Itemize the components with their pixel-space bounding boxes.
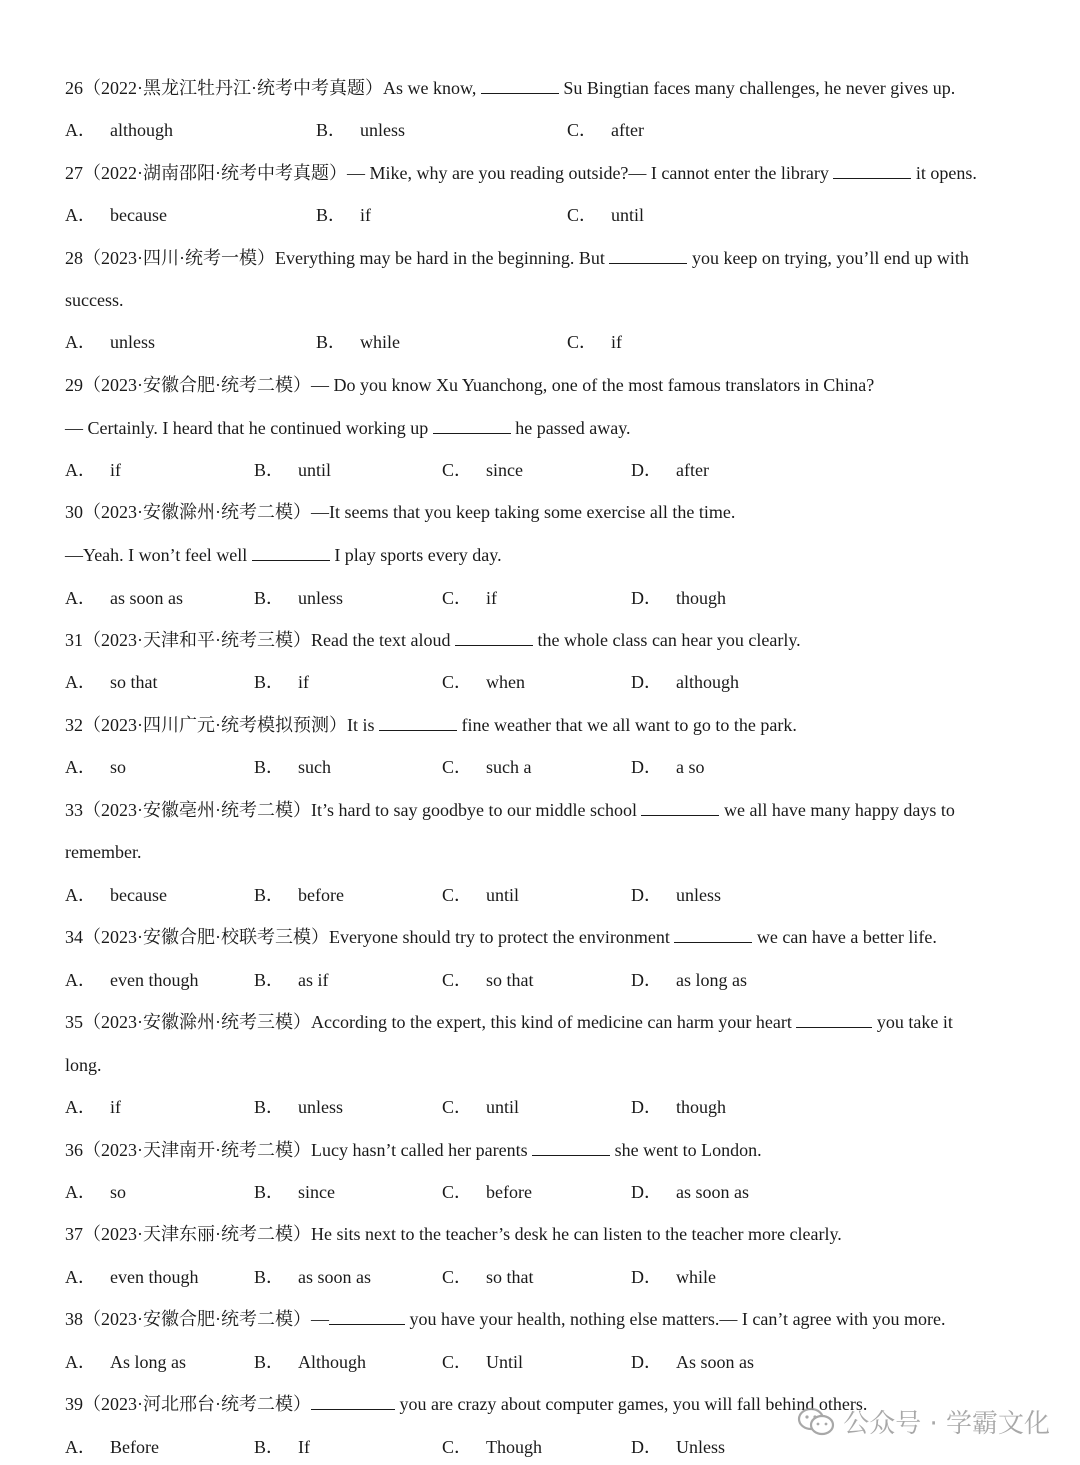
question-number: 32 bbox=[65, 715, 83, 735]
option-letter: B． bbox=[254, 1267, 285, 1287]
question-38 bbox=[65, 1307, 1020, 1331]
option-letter: B． bbox=[254, 588, 285, 608]
question-text: long. bbox=[65, 1055, 102, 1075]
option-text: if bbox=[298, 672, 310, 692]
option-letter: A． bbox=[65, 1097, 96, 1117]
option-letter: D． bbox=[631, 885, 662, 905]
option-b[interactable] bbox=[254, 670, 309, 694]
option-letter: B． bbox=[254, 1352, 285, 1372]
question-text: she went to London. bbox=[610, 1140, 762, 1160]
question-number: 33 bbox=[65, 800, 83, 820]
option-text: unless bbox=[360, 120, 406, 140]
option-text: as soon as bbox=[298, 1267, 372, 1287]
question-number: 35 bbox=[65, 1012, 83, 1032]
question-number: 39 bbox=[65, 1394, 83, 1414]
option-text: until bbox=[298, 460, 332, 480]
option-d[interactable] bbox=[631, 586, 726, 610]
option-a[interactable] bbox=[65, 968, 198, 992]
question-26 bbox=[65, 76, 1020, 100]
option-b[interactable] bbox=[254, 755, 331, 779]
option-b[interactable] bbox=[254, 968, 329, 992]
option-letter: C． bbox=[567, 120, 598, 140]
answer-blank bbox=[796, 1011, 872, 1028]
option-text: Until bbox=[486, 1352, 524, 1372]
option-text: since bbox=[298, 1182, 335, 1202]
option-letter: D． bbox=[631, 1182, 662, 1202]
option-letter: B． bbox=[254, 1437, 285, 1457]
option-text: if bbox=[110, 460, 121, 480]
option-letter: A． bbox=[65, 757, 96, 777]
option-letter: C． bbox=[442, 1352, 473, 1372]
question-text: Lucy hasn’t called her parents bbox=[311, 1140, 533, 1160]
option-text: unless bbox=[110, 332, 155, 352]
option-a[interactable] bbox=[65, 203, 167, 227]
option-text: a so bbox=[676, 757, 705, 777]
option-letter: C． bbox=[442, 757, 473, 777]
option-text: Before bbox=[110, 1437, 159, 1457]
option-letter: A． bbox=[65, 1437, 96, 1457]
option-text: before bbox=[486, 1182, 532, 1202]
option-text: after bbox=[676, 460, 709, 480]
option-d[interactable] bbox=[631, 1435, 725, 1459]
option-c[interactable] bbox=[442, 1095, 519, 1119]
option-b[interactable] bbox=[254, 1435, 310, 1459]
question-28-continued bbox=[65, 288, 1020, 312]
question-37 bbox=[65, 1222, 1020, 1246]
question-text: — Certainly. I heard that he continued working up bbox=[65, 418, 433, 438]
question-text: we all have many happy days to bbox=[719, 800, 955, 820]
option-b[interactable] bbox=[254, 586, 343, 610]
option-letter: B． bbox=[254, 970, 285, 990]
option-text: such bbox=[298, 757, 332, 777]
option-text: as soon as bbox=[110, 588, 183, 608]
question-text: success. bbox=[65, 290, 124, 310]
option-letter: B． bbox=[254, 1097, 285, 1117]
answer-blank bbox=[481, 77, 559, 94]
option-c[interactable] bbox=[442, 883, 519, 907]
answer-blank bbox=[532, 1139, 610, 1156]
option-letter: C． bbox=[567, 332, 598, 352]
option-text: so that bbox=[486, 1267, 534, 1287]
option-a[interactable] bbox=[65, 670, 158, 694]
question-source: （2022·湖南邵阳·统考中考真题） bbox=[83, 163, 347, 183]
option-text: as soon as bbox=[676, 1182, 749, 1202]
option-letter: A． bbox=[65, 970, 96, 990]
option-c[interactable] bbox=[442, 968, 534, 992]
option-text: unless bbox=[298, 1097, 344, 1117]
option-letter: C． bbox=[567, 205, 598, 225]
option-letter: A． bbox=[65, 120, 96, 140]
option-d[interactable] bbox=[631, 458, 709, 482]
option-c[interactable] bbox=[442, 1265, 534, 1289]
option-d[interactable] bbox=[631, 968, 747, 992]
question-source: （2023·安徽合肥·校联考三模） bbox=[83, 927, 329, 947]
option-letter: D． bbox=[631, 1267, 662, 1287]
option-c[interactable] bbox=[567, 203, 644, 227]
option-b[interactable] bbox=[254, 1350, 366, 1374]
option-text: unless bbox=[676, 885, 721, 905]
option-letter: A． bbox=[65, 460, 96, 480]
answer-blank bbox=[379, 714, 457, 731]
answer-blank bbox=[833, 162, 911, 179]
option-letter: C． bbox=[442, 970, 473, 990]
option-text: until bbox=[611, 205, 645, 225]
question-source: （2023·四川广元·统考模拟预测） bbox=[83, 715, 347, 735]
option-text: as long as bbox=[676, 970, 747, 990]
question-29 bbox=[65, 373, 1020, 397]
question-33 bbox=[65, 798, 1020, 822]
option-letter: D． bbox=[631, 672, 662, 692]
option-text: because bbox=[110, 205, 167, 225]
question-text: — Mike, why are you reading outside?— I cannot enter the library bbox=[347, 163, 834, 183]
answer-blank bbox=[433, 417, 511, 434]
option-c[interactable] bbox=[567, 118, 644, 142]
question-number: 29 bbox=[65, 375, 83, 395]
question-source: （2023·安徽亳州·统考二模） bbox=[83, 800, 311, 820]
option-b[interactable] bbox=[254, 1180, 335, 1204]
question-text: you have your health, nothing else matters.— I can’t agree with you more. bbox=[405, 1309, 946, 1329]
option-a[interactable] bbox=[65, 1095, 121, 1119]
question-source: （2023·四川·统考一模） bbox=[83, 248, 275, 268]
option-d[interactable] bbox=[631, 1180, 749, 1204]
watermark bbox=[797, 1403, 1050, 1440]
question-31 bbox=[65, 628, 1020, 652]
answer-blank bbox=[641, 799, 719, 816]
option-a[interactable] bbox=[65, 755, 126, 779]
option-letter: B． bbox=[254, 885, 285, 905]
answer-blank bbox=[609, 247, 687, 264]
question-text: I play sports every day. bbox=[329, 545, 502, 565]
option-d[interactable] bbox=[631, 1265, 716, 1289]
question-text: you keep on trying, you’ll end up with bbox=[687, 248, 969, 268]
option-text: as if bbox=[298, 970, 329, 990]
option-a[interactable] bbox=[65, 1350, 186, 1374]
question-number: 26 bbox=[65, 78, 83, 98]
option-text: such a bbox=[486, 757, 532, 777]
option-text: so bbox=[110, 1182, 127, 1202]
option-a[interactable] bbox=[65, 330, 155, 354]
question-text: — bbox=[311, 1309, 329, 1329]
question-source: （2023·安徽合肥·统考二模） bbox=[83, 375, 311, 395]
option-text: If bbox=[298, 1437, 311, 1457]
option-text: when bbox=[486, 672, 526, 692]
option-letter: A． bbox=[65, 1352, 96, 1372]
question-number: 37 bbox=[65, 1224, 83, 1244]
question-text: He sits next to the teacher’s desk he can listen to the teacher more clearly. bbox=[311, 1224, 842, 1244]
option-b[interactable] bbox=[254, 1095, 343, 1119]
question-33-continued bbox=[65, 840, 1020, 864]
option-b[interactable] bbox=[316, 203, 371, 227]
option-text: after bbox=[611, 120, 644, 140]
question-text: you are crazy about computer games, you will fall behind others. bbox=[395, 1394, 868, 1414]
question-29-continued bbox=[65, 416, 1020, 440]
question-text: Everyone should try to protect the environment bbox=[329, 927, 675, 947]
question-text: Everything may be hard in the beginning. But bbox=[275, 248, 610, 268]
option-text: while bbox=[360, 332, 401, 352]
question-number: 30 bbox=[65, 502, 83, 522]
option-letter: C． bbox=[442, 672, 473, 692]
option-d[interactable] bbox=[631, 1095, 726, 1119]
option-letter: D． bbox=[631, 1352, 662, 1372]
option-text: although bbox=[110, 120, 173, 140]
option-letter: A． bbox=[65, 332, 96, 352]
question-text: the whole class can hear you clearly. bbox=[532, 630, 801, 650]
option-d[interactable] bbox=[631, 1350, 754, 1374]
option-letter: C． bbox=[442, 1182, 473, 1202]
option-c[interactable] bbox=[442, 1350, 523, 1374]
question-number: 36 bbox=[65, 1140, 83, 1160]
option-a[interactable] bbox=[65, 458, 121, 482]
answer-blank bbox=[329, 1308, 405, 1325]
option-text: before bbox=[298, 885, 344, 905]
question-source: （2023·天津东丽·统考二模） bbox=[83, 1224, 311, 1244]
question-number: 38 bbox=[65, 1309, 83, 1329]
option-text: until bbox=[486, 1097, 520, 1117]
question-text: According to the expert, this kind of medicine can harm your heart bbox=[311, 1012, 797, 1032]
option-text: so that bbox=[110, 672, 158, 692]
option-text: if bbox=[486, 588, 498, 608]
wechat-icon bbox=[797, 1406, 835, 1438]
option-text: if bbox=[611, 332, 623, 352]
option-a[interactable] bbox=[65, 1435, 159, 1459]
question-source: （2023·天津和平·统考三模） bbox=[83, 630, 311, 650]
option-c[interactable] bbox=[442, 1180, 532, 1204]
option-letter: D． bbox=[631, 588, 662, 608]
option-letter: A． bbox=[65, 588, 96, 608]
option-letter: B． bbox=[254, 460, 285, 480]
option-c[interactable] bbox=[442, 586, 497, 610]
option-letter: C． bbox=[442, 588, 473, 608]
option-letter: B． bbox=[254, 672, 285, 692]
option-letter: A． bbox=[65, 1267, 96, 1287]
option-text: since bbox=[486, 460, 523, 480]
option-c[interactable] bbox=[442, 458, 523, 482]
option-letter: C． bbox=[442, 1437, 473, 1457]
option-a[interactable] bbox=[65, 883, 167, 907]
option-b[interactable] bbox=[254, 458, 331, 482]
option-text: Unless bbox=[676, 1437, 725, 1457]
option-letter: C． bbox=[442, 885, 473, 905]
question-32 bbox=[65, 713, 1020, 737]
question-35-continued bbox=[65, 1053, 1020, 1077]
option-letter: D． bbox=[631, 1437, 662, 1457]
option-text: Though bbox=[486, 1437, 543, 1457]
option-letter: A． bbox=[65, 672, 96, 692]
watermark-text: 公众号 · 学霸文化 bbox=[843, 1409, 1050, 1439]
option-text: although bbox=[676, 672, 739, 692]
option-d[interactable] bbox=[631, 755, 705, 779]
option-text: because bbox=[110, 885, 167, 905]
question-35 bbox=[65, 1010, 1020, 1034]
question-text: It is bbox=[347, 715, 380, 735]
question-text: —It seems that you keep taking some exercise all the time. bbox=[311, 502, 736, 522]
option-text: so that bbox=[486, 970, 534, 990]
answer-blank bbox=[311, 1393, 395, 1410]
question-text: remember. bbox=[65, 842, 142, 862]
question-text: As we know, bbox=[383, 78, 481, 98]
option-text: even though bbox=[110, 970, 199, 990]
option-text: even though bbox=[110, 1267, 199, 1287]
question-source: （2023·安徽滁州·统考二模） bbox=[83, 502, 311, 522]
option-d[interactable] bbox=[631, 883, 721, 907]
option-letter: C． bbox=[442, 460, 473, 480]
answer-blank bbox=[455, 629, 533, 646]
option-letter: B． bbox=[316, 205, 347, 225]
option-text: Although bbox=[298, 1352, 367, 1372]
option-c[interactable] bbox=[567, 330, 622, 354]
question-text: he passed away. bbox=[510, 418, 631, 438]
question-text: It’s hard to say goodbye to our middle school bbox=[311, 800, 642, 820]
option-c[interactable] bbox=[442, 755, 532, 779]
option-letter: D． bbox=[631, 970, 662, 990]
option-c[interactable] bbox=[442, 670, 525, 694]
option-letter: B． bbox=[316, 120, 347, 140]
option-letter: C． bbox=[442, 1267, 473, 1287]
option-b[interactable] bbox=[316, 118, 405, 142]
question-27 bbox=[65, 161, 1020, 185]
option-a[interactable] bbox=[65, 118, 173, 142]
question-30 bbox=[65, 500, 1020, 524]
option-text: unless bbox=[298, 588, 344, 608]
question-number: 27 bbox=[65, 163, 83, 183]
answer-blank bbox=[674, 926, 752, 943]
question-source: （2023·安徽滁州·统考三模） bbox=[83, 1012, 311, 1032]
question-text: we can have a better life. bbox=[752, 927, 937, 947]
option-letter: D． bbox=[631, 460, 662, 480]
option-text: As long as bbox=[110, 1352, 186, 1372]
question-34 bbox=[65, 925, 1020, 949]
option-c[interactable] bbox=[442, 1435, 542, 1459]
question-number: 34 bbox=[65, 927, 83, 947]
option-letter: B． bbox=[254, 1182, 285, 1202]
option-letter: A． bbox=[65, 205, 96, 225]
question-source: （2022·黑龙江牡丹江·统考中考真题） bbox=[83, 78, 383, 98]
option-b[interactable] bbox=[254, 1265, 371, 1289]
option-text: As soon as bbox=[676, 1352, 755, 1372]
option-a[interactable] bbox=[65, 586, 183, 610]
question-30-continued bbox=[65, 543, 1020, 567]
answer-blank bbox=[252, 544, 330, 561]
option-a[interactable] bbox=[65, 1180, 126, 1204]
question-text: it opens. bbox=[911, 163, 977, 183]
question-number: 31 bbox=[65, 630, 83, 650]
option-b[interactable] bbox=[316, 330, 400, 354]
question-source: （2023·河北邢台·统考二模） bbox=[83, 1394, 311, 1414]
option-text: if bbox=[360, 205, 372, 225]
option-letter: D． bbox=[631, 757, 662, 777]
question-number: 28 bbox=[65, 248, 83, 268]
question-source: （2023·安徽合肥·统考二模） bbox=[83, 1309, 311, 1329]
option-letter: D． bbox=[631, 1097, 662, 1117]
option-text: so bbox=[110, 757, 127, 777]
option-text: though bbox=[676, 1097, 727, 1117]
question-text: —Yeah. I won’t feel well bbox=[65, 545, 252, 565]
option-text: until bbox=[486, 885, 520, 905]
option-letter: A． bbox=[65, 1182, 96, 1202]
option-letter: C． bbox=[442, 1097, 473, 1117]
question-36 bbox=[65, 1138, 1020, 1162]
option-d[interactable] bbox=[631, 670, 739, 694]
option-text: if bbox=[110, 1097, 121, 1117]
question-28 bbox=[65, 246, 1020, 270]
question-text: you take it bbox=[872, 1012, 953, 1032]
option-a[interactable] bbox=[65, 1265, 198, 1289]
question-text: — Do you know Xu Yuanchong, one of the most famous translators in China? bbox=[311, 375, 875, 395]
option-letter: B． bbox=[254, 757, 285, 777]
question-text: Read the text aloud bbox=[311, 630, 455, 650]
option-letter: A． bbox=[65, 885, 96, 905]
question-text: Su Bingtian faces many challenges, he never gives up. bbox=[558, 78, 956, 98]
question-text: fine weather that we all want to go to the park. bbox=[457, 715, 797, 735]
option-text: while bbox=[676, 1267, 716, 1287]
option-letter: B． bbox=[316, 332, 347, 352]
option-text: though bbox=[676, 588, 727, 608]
question-source: （2023·天津南开·统考二模） bbox=[83, 1140, 311, 1160]
option-b[interactable] bbox=[254, 883, 344, 907]
